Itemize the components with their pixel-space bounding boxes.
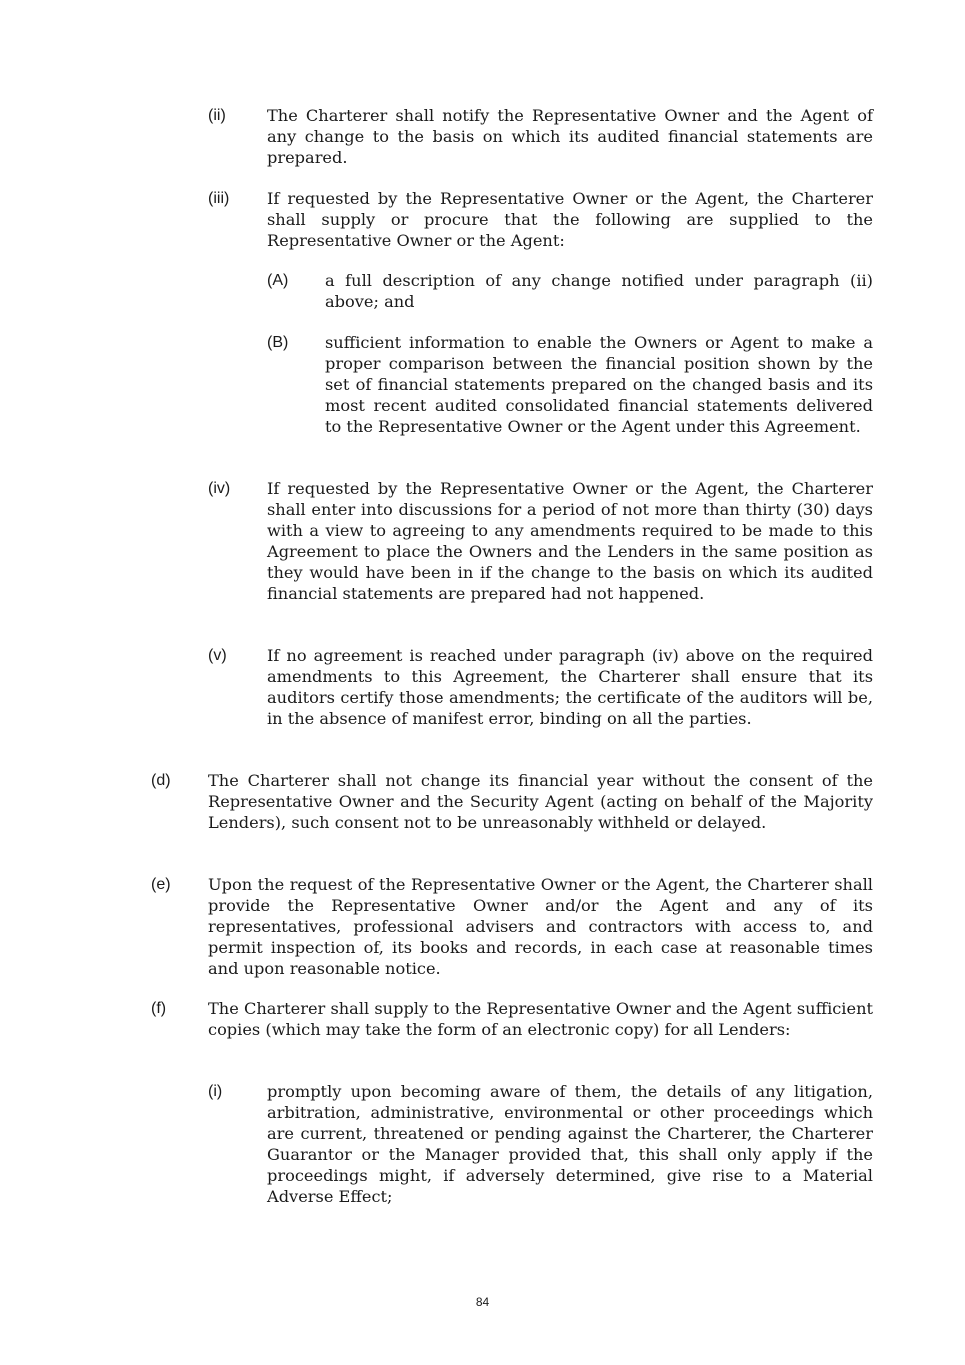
- clause-text: The Charterer shall supply to the Representative Owner and the Agent sufficient copies (which may take the form of an electronic copy) for all Lenders:: [208, 999, 873, 1039]
- clause-label: (iv): [208, 480, 231, 497]
- clause-label: (v): [208, 647, 227, 664]
- clause-text: promptly upon becoming aware of them, the details of any litigation, arbitration, administrative, environmental or other proceedings which are current, threatened or pending against the Charterer, the Charterer Guarantor or the Manager provided that, this shall only apply if the proceedings might, if adversely determined, give rise to a Material Adverse Effect;: [267, 1082, 873, 1206]
- clause-label: (i): [208, 1083, 223, 1100]
- clause-text: The Charterer shall not change its financial year without the consent of the Representative Owner and the Security Agent (acting on behalf of the Majority Lenders), such consent not to be unreasonably withheld or delayed.: [208, 771, 873, 832]
- clause-text: Upon the request of the Representative Owner or the Agent, the Charterer shall provide the Representative Owner and/or the Agent and any of its representatives, professional advisers and contractors with access to, and permit inspection of, its books and records, in each case at reasonable times and upon reasonable notice.: [208, 875, 873, 978]
- subclause-label: (A): [267, 272, 289, 289]
- page-number: 84: [475, 1295, 490, 1309]
- clause-label: (e): [151, 876, 171, 893]
- clause-text: The Charterer shall notify the Representative Owner and the Agent of any change to the basis on which its audited financial statements are prepared.: [267, 106, 873, 167]
- clause-text: If requested by the Representative Owner or the Agent, the Charterer shall enter into discussions for a period of not more than thirty (30) days with a view to agreeing to any amendments required to be made to this Agreement to place the Owners and the Lenders in the same position as they would have been in if the change to the basis on which its audited financial statements are prepared had not happened.: [267, 479, 873, 603]
- clause-text: If no agreement is reached under paragraph (iv) above on the required amendments to this Agreement, the Charterer shall ensure that its auditors certify those amendments; the certificate of the auditors will be, in the absence of manifest error, binding on all the parties.: [267, 646, 873, 728]
- clause-text: If requested by the Representative Owner or the Agent, the Charterer shall supply or procure that the following are supplied to the Representative Owner or the Agent:: [267, 189, 873, 250]
- subclause-label: (B): [267, 334, 289, 351]
- clause-label: (f): [151, 1000, 167, 1017]
- subclause-text: a full description of any change notified under paragraph (ii) above; and: [325, 271, 873, 311]
- clause-label: (iii): [208, 190, 230, 207]
- clause-label: (ii): [208, 107, 226, 124]
- subclause-text: sufficient information to enable the Owners or Agent to make a proper comparison between the financial position shown by the set of financial statements prepared on the changed basis and its most recent audited consolidated financial statements delivered to the Representative Owner or the Agent under this Agreement.: [325, 333, 873, 436]
- clause-label: (d): [151, 772, 171, 789]
